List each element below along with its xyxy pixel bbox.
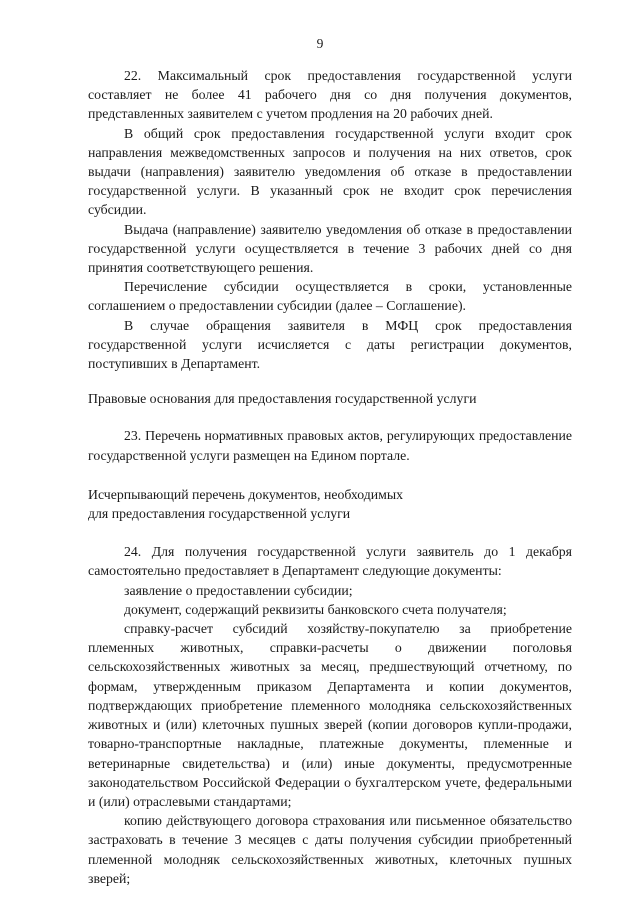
paragraph-22-mfc: В случае обращения заявителя в МФЦ срок предоставления государственной услуги исчисляется с даты регистрации документов, поступивших в Департамент. (88, 317, 572, 372)
list-item-bank-details: документ, содержащий реквизиты банковского счета получателя; (124, 601, 507, 617)
section-heading-legal-basis: Правовые основания для предоставления государственной услуги (88, 391, 477, 407)
list-item-insurance-contract: копию действующего договора страхования или письменное обязательство застраховать в течение 3 месяцев с даты получения субсидии приобретенный племенной молодняк сельскохозяйственных животных, клеточных пушных зверей; (88, 813, 572, 886)
list-item-application: заявление о предоставлении субсидии; (124, 582, 353, 598)
paragraph-22: 22. Максимальный срок предоставления государственной услуги составляет не более 41 рабочего дня со дня получения документов, представленных заявителем с учетом продления на 20 рабочих дней. (88, 68, 572, 122)
paragraph-22-refusal-notice: Выдача (направление) заявителю уведомления об отказе в предоставлении государственной услуги осуществляется в течение 3 рабочих дней со дня принятия соответствующего решения. (88, 221, 572, 276)
paragraph-23: 23. Перечень нормативных правовых актов, регулирующих предоставление государственной услуги размещен на Едином портале. (88, 428, 572, 463)
section-heading-documents-line-2: для предоставления государственной услуги (88, 506, 351, 522)
list-item-calculation-certificate: справку-расчет субсидий хозяйству-покупателю за приобретение племенных животных, справки-расчеты о движении поголовья сельскохозяйственных животных за месяц, предшествующий отчетному, по формам, утвержденным приказом Департамента и копии документов, подтверждающих приобретение племенного молодняка сельскохозяйственных животных и (или) клеточных пушных зверей (копии договоров купли-продажи, товарно-транспортные накладные, платежные документы, племенные и ветеринарные свидетельства) и (или) иные документы, предусмотренные законодательством Российской Федерации о бухгалтерском учете, федеральными и (или) отраслевыми стандартами; (88, 621, 572, 809)
paragraph-24: 24. Для получения государственной услуги заявитель до 1 декабря самостоятельно предоставляет в Департамент следующие документы: (88, 544, 572, 579)
paragraph-22-subsidy-transfer: Перечисление субсидии осуществляется в сроки, установленные соглашением о предоставлении субсидии (далее – Соглашение). (88, 279, 572, 314)
document-body (88, 66, 572, 888)
page-number: 9 (316, 36, 324, 51)
paragraph-22-total-term: В общий срок предоставления государственной услуги входит срок направления межведомственных запросов и получения на них ответов, срок выдачи (направления) заявителю уведомления об отказе в предоставлении государственной услуги. В указанный срок не входит срок перечисления субсидии. (88, 125, 572, 218)
section-heading-documents-line-1: Исчерпывающий перечень документов, необходимых (88, 486, 404, 502)
